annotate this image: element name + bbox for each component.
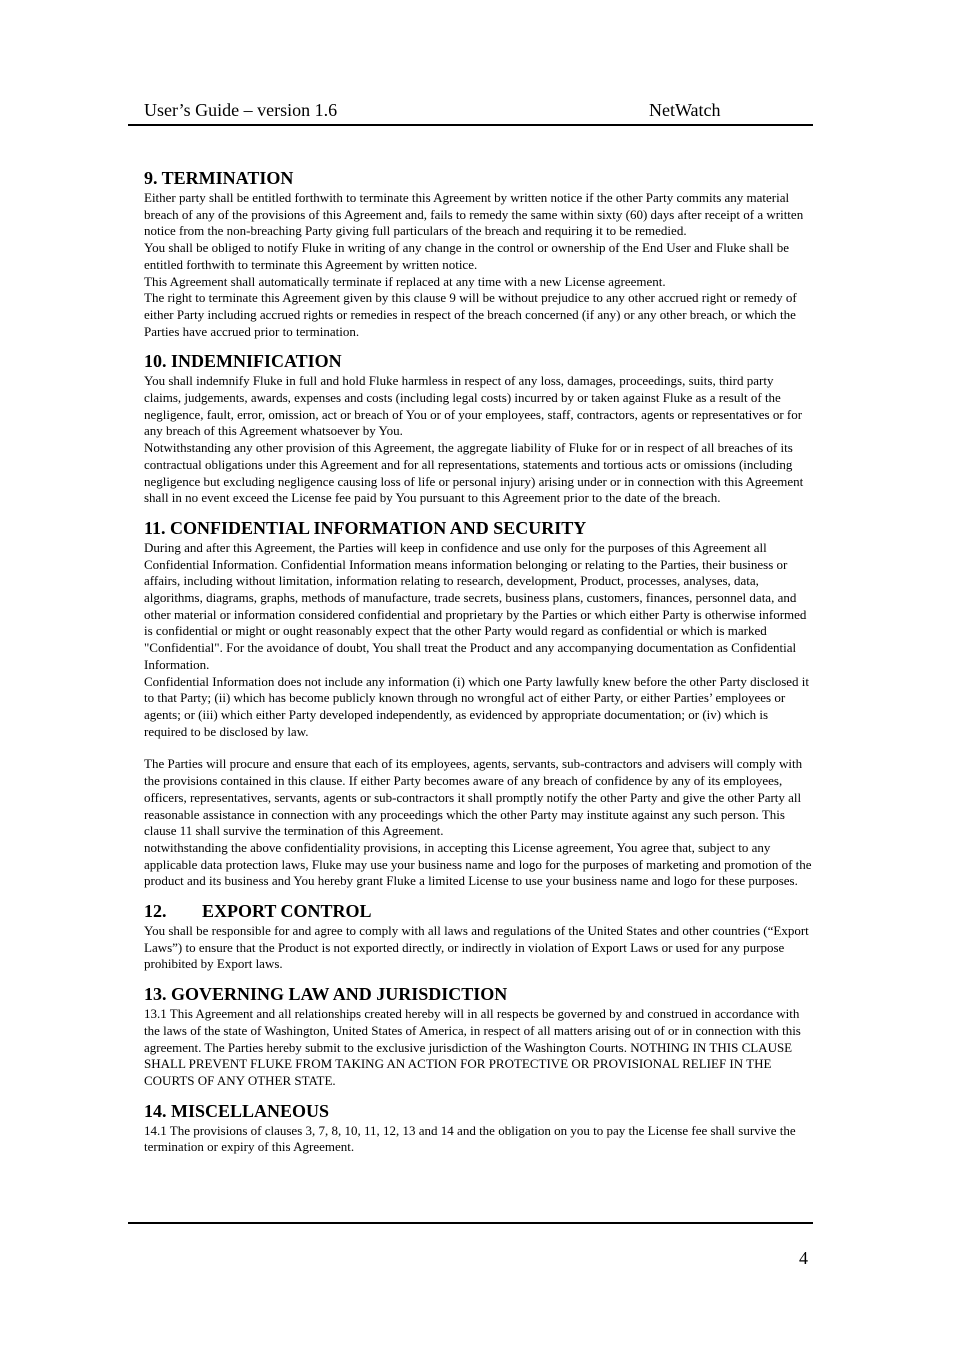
section-governing-law bbox=[144, 982, 812, 1090]
header-document-title: User’s Guide – version 1.6 bbox=[144, 100, 338, 120]
section-number: 12. bbox=[144, 901, 167, 922]
paragraph: notwithstanding the above confidentiality provisions, in accepting this License agreement, You agree that, subject to any applicable data protection laws, Fluke may use your business name and logo for the purposes of marketing and promotion of the product and its business and You hereby grant Fluke a limited License to use your business name and logo for these purposes. bbox=[144, 839, 812, 889]
paragraph: The Parties will procure and ensure that each of its employees, agents, servants, sub-contractors and advisers will comply with the provisions contained in this clause. If either Party becomes aware of any breach of confidence by any of its employees, officers, representatives, servants, agents or sub-contractors it shall promptly notify the other Party and give the other Party all reasonable assistance in connection with any proceedings which the other Party may institute against any such person. This clause 11 shall survive the termination of this Agreement. bbox=[144, 756, 803, 839]
section-export-control bbox=[144, 899, 812, 973]
section-heading: 9. TERMINATION bbox=[144, 168, 294, 188]
section-title: EXPORT CONTROL bbox=[202, 901, 372, 922]
section-heading: 13. GOVERNING LAW AND JURISDICTION bbox=[144, 984, 508, 1005]
paragraph: 13.1 This Agreement and all relationships created hereby will in all respects be governed by and construed in accordance with the laws of the state of Washington, United States of America, in respect of all matters arising out of or in connection with this agreement. The Parties hereby submit to the exclusive jurisdiction of the Washington Courts. NOTHING IN THIS CLAUSE SHALL PREVENT FLUKE FROM TAKING AN ACTION FOR PROTECTIVE OR PROVISIONAL RELIEF IN THE COURTS OF ANY OTHER STATE. bbox=[144, 1006, 801, 1088]
paragraph: Notwithstanding any other provision of this Agreement, the aggregate liability of Fluke for or in respect of all breaches of its contractual obligations under this Agreement and for all representations, statements and tortious acts or omissions (including negligence but excluding negligence causing loss of life or personal injury) arising under or in connection with this Agreement shall in no event exceed the License fee paid by You pursuant to this Agreement prior to the date of the breach. bbox=[144, 440, 804, 506]
paragraph: Confidential Information does not include any information (i) which one Party lawfully knew before the other Party disclosed it to that Party; (ii) which has become publicly known through no wrongful act of either Party, or either Parties’ employees or agents; or (iii) which either Party developed independently, as evidenced by appropriate documentation; or (iv) which is required to be disclosed by law. bbox=[144, 673, 809, 739]
section-indemnification bbox=[144, 349, 812, 507]
section-termination bbox=[144, 166, 812, 340]
paragraph-gap bbox=[144, 740, 812, 756]
paragraph: The right to terminate this Agreement given by this clause 9 will be without prejudice to any other accrued right or remedy of either Party including accrued rights or remedies in respect of the breach concerned (if any) or any other breach, or which the Parties have accrued prior to termination. bbox=[144, 290, 797, 339]
paragraph: You shall indemnify Fluke in full and hold Fluke harmless in respect of any loss, damages, proceedings, suits, third party claims, judgements, awards, expenses and costs (including legal costs) incurred by or taken against Fluke as a result of the negligence, fault, error, omission, act or breach of You or of your employees, staff, contractors, agents or representatives or for any breach of this Agreement whatsoever by You. bbox=[144, 373, 803, 439]
paragraph: 14.1 The provisions of clauses 3, 7, 8, 10, 11, 12, 13 and 14 and the obligation on you to pay the License fee shall survive the termination or expiry of this Agreement. bbox=[144, 1122, 796, 1155]
section-heading: 10. INDEMNIFICATION bbox=[144, 351, 342, 372]
document-body bbox=[144, 166, 812, 1165]
header-product-name: NetWatch bbox=[649, 100, 721, 120]
paragraph: Either party shall be entitled forthwith to terminate this Agreement by written notice if the other Party commits any material breach of any of the provisions of this Agreement and, fails to remedy the same within sixty (60) days after receipt of a written notice from the non-breaching Party giving full particulars of the breach and requiring it to be remedied. bbox=[144, 190, 804, 239]
paragraph: This Agreement shall automatically terminate if replaced at any time with a new License agreement. bbox=[144, 273, 666, 289]
paragraph: You shall be obliged to notify Fluke in writing of any change in the control or ownership of the End User and Fluke shall be entitled forthwith to terminate this Agreement by written notice. bbox=[144, 240, 789, 272]
paragraph: During and after this Agreement, the Parties will keep in confidence and use only for the purposes of this Agreement all Confidential Information. Confidential Information means information belonging or relating to the Parties, their business or affairs, including without limitation, information relating to research, development, Product, processes, analyses, data, algorithms, diagrams, graphs, methods of manufacture, trade secrets, business plans, customers, finances, personnel data, and other material or information considered confidential and proprietary by the Parties or which either Party is otherwise informed is confidential or might or ought reasonably expect that the other Party would regard as confidential or which is marked "Confidential". For the avoidance of doubt, You shall treat the Product and any accompanying documentation as Confidential Information. bbox=[144, 539, 807, 672]
section-heading bbox=[144, 899, 812, 923]
page-header bbox=[128, 100, 813, 126]
section-heading: 14. MISCELLANEOUS bbox=[144, 1100, 330, 1121]
paragraph: You shall be responsible for and agree to comply with all laws and regulations of the United States and other countries (“Export Laws”) to ensure that the Product is not exported directly, or indirectly in violation of Export Laws or used for any purpose prohibited by Export laws. bbox=[144, 923, 809, 972]
footer-rule bbox=[128, 1222, 813, 1224]
section-heading: 11. CONFIDENTIAL INFORMATION AND SECURITY bbox=[144, 517, 587, 538]
section-miscellaneous bbox=[144, 1099, 812, 1156]
section-confidential-information bbox=[144, 516, 812, 890]
page-number: 4 bbox=[799, 1248, 808, 1268]
